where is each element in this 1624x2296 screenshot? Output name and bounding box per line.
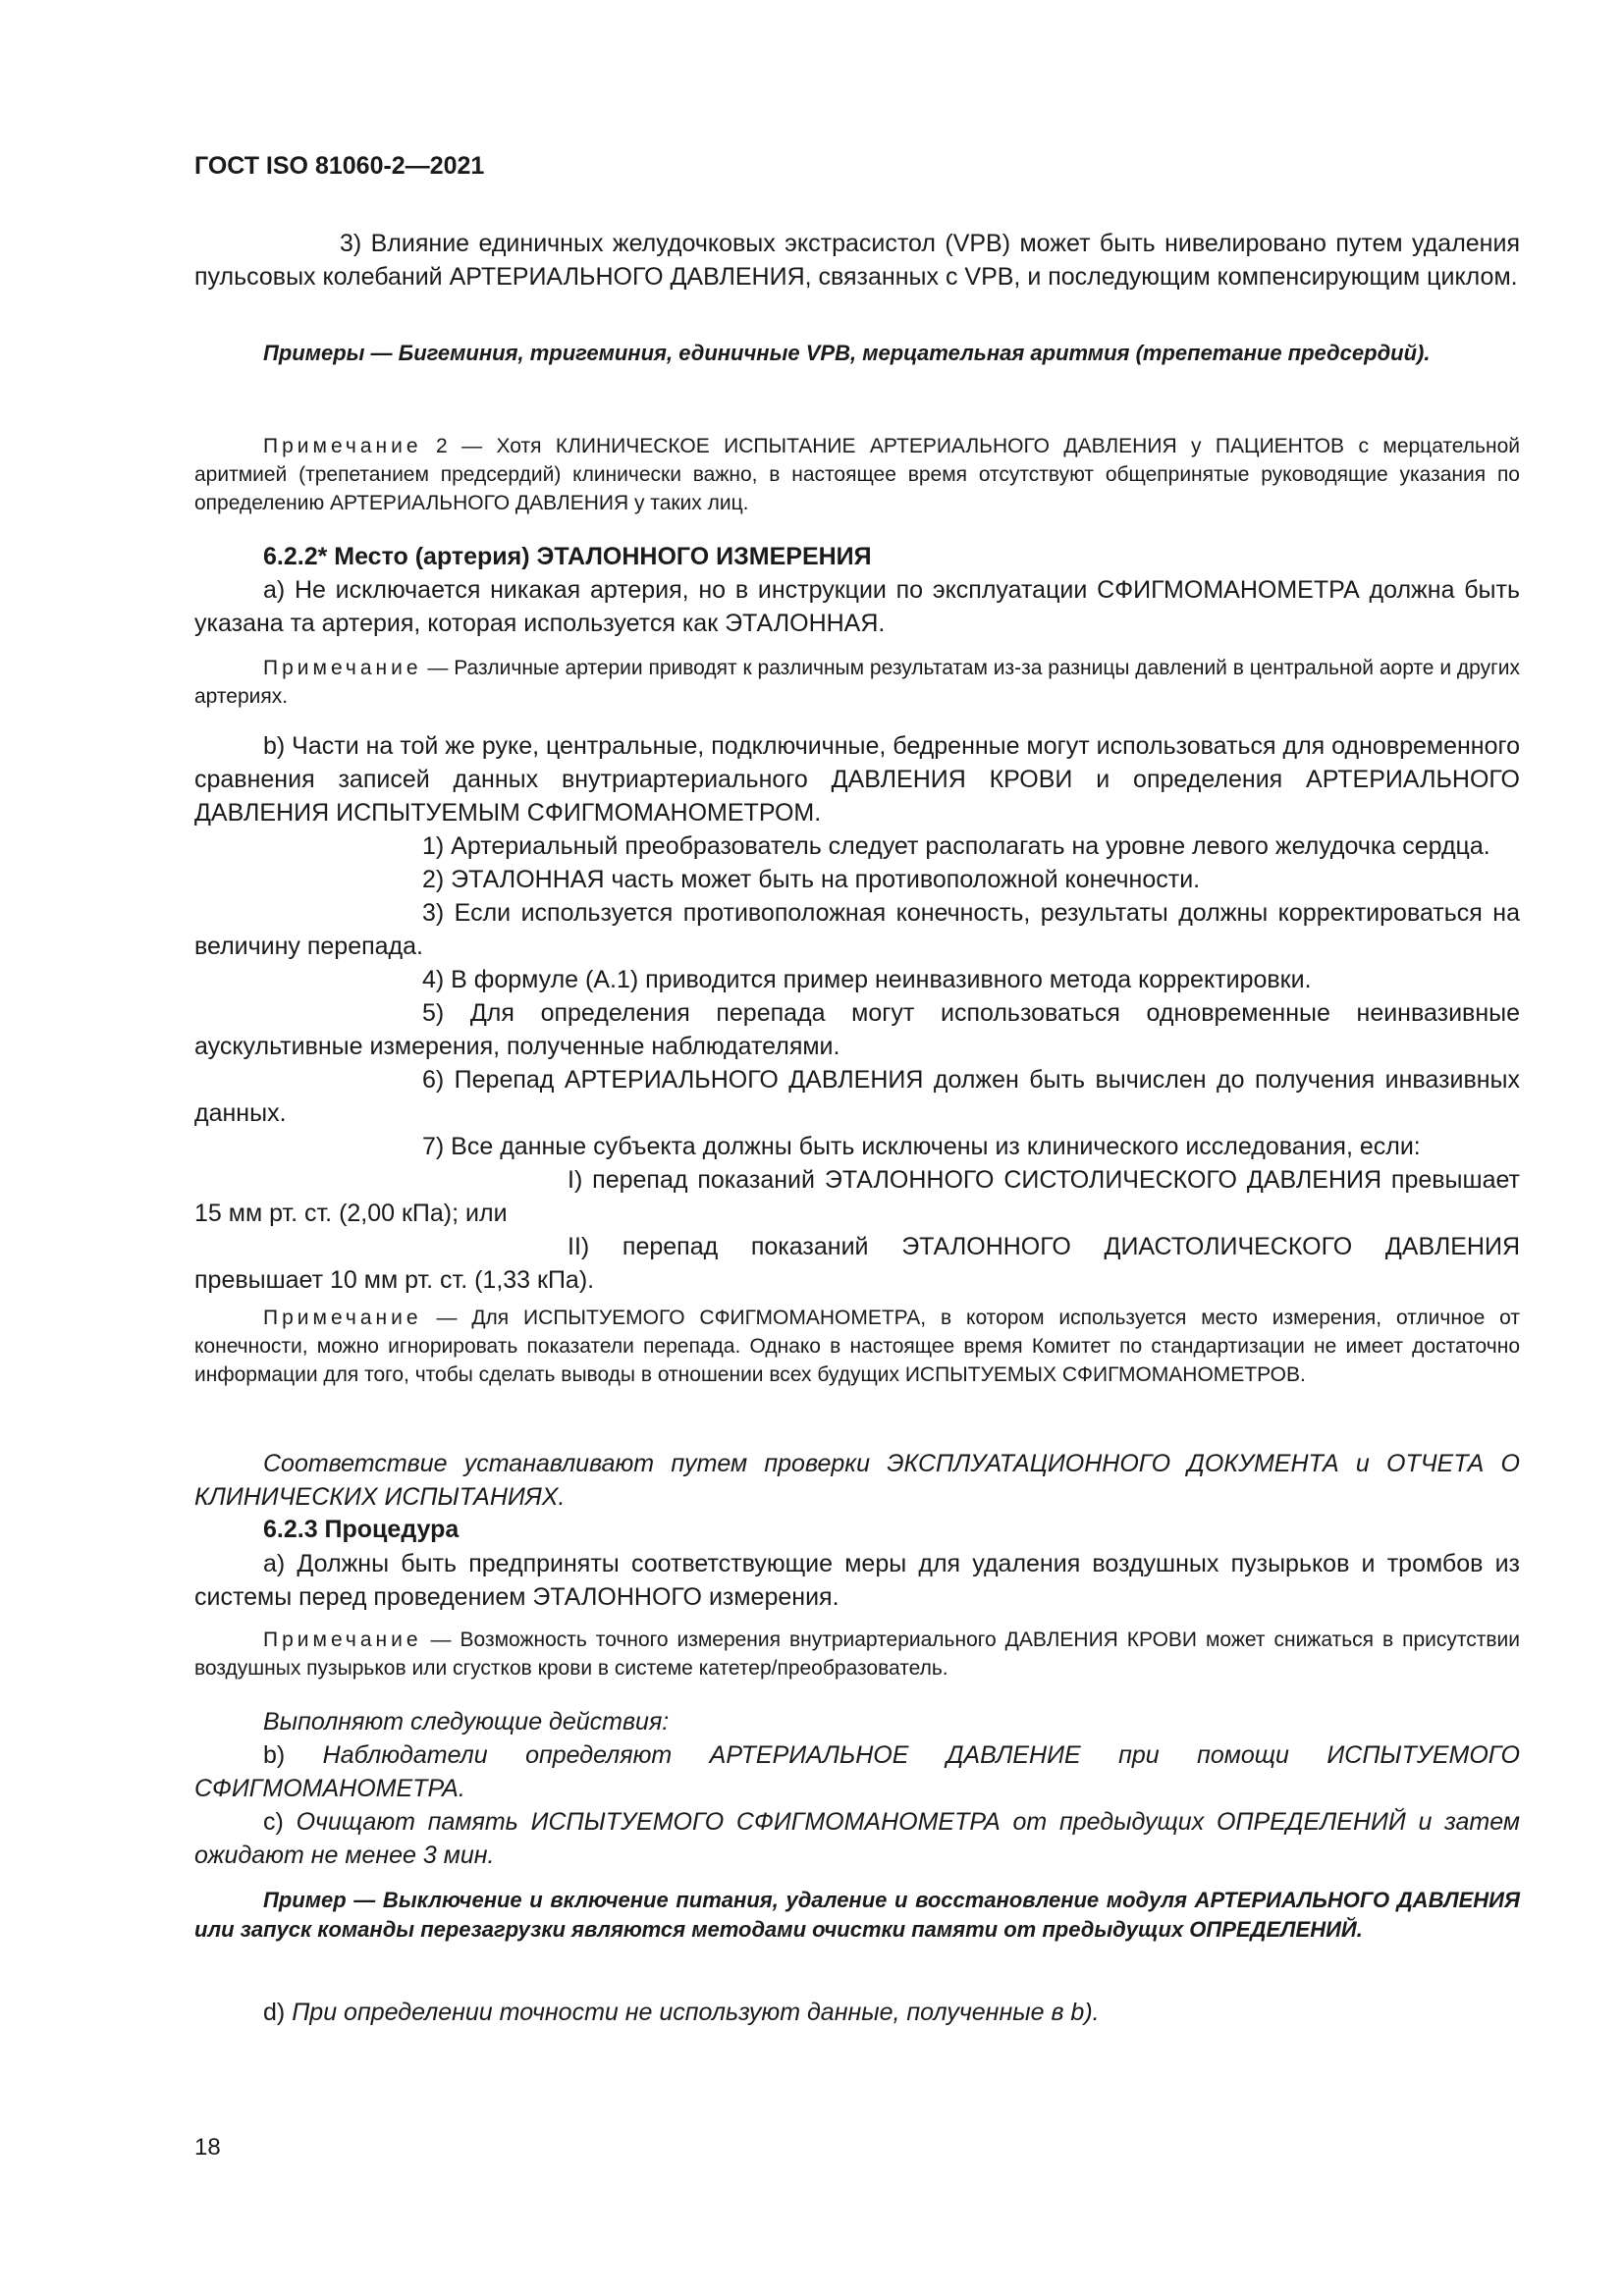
list-item-4: 4) В формуле (А.1) приводится пример неинвазивного метода корректировки.: [422, 966, 1312, 993]
note-text: — Для ИСПЫТУЕМОГО СФИГМОМАНОМЕТРА, в котором используется место измерения, отличное от конечности, можно игнорировать показатели перепада. Однако в настоящее время Комитет по стандартизации не имеет достаточно информации для того, чтобы сделать выводы в отношении всех будущих ИСПЫТУЕМЫХ СФИГМОМАНОМЕТРОВ.: [194, 1307, 1520, 1386]
compliance-statement: Соответствие устанавливают путем проверки ЭКСПЛУАТАЦИОННОГО ДОКУМЕНТА и ОТЧЕТА О КЛИНИЧЕСКИХ ИСПЫТАНИЯХ.: [194, 1450, 1520, 1511]
section-title-622: 6.2.2* Место (артерия) ЭТАЛОННОГО ИЗМЕРЕНИЯ: [263, 543, 872, 570]
note-label: Примечание: [263, 1307, 422, 1329]
list-item-3: 3) Если используется противоположная конечность, результаты должны корректироваться на величину перепада.: [194, 899, 1520, 960]
sub-item-1: I) перепад показаний ЭТАЛОННОГО СИСТОЛИЧЕСКОГО ДАВЛЕНИЯ превышает 15 мм рт. ст. (2,00 кПа); или: [194, 1166, 1520, 1227]
paragraph-a: a) Не исключается никакая артерия, но в инструкции по эксплуатации СФИГМОМАНОМЕТРА должна быть указана та артерия, которая используется как ЭТАЛОННАЯ.: [194, 576, 1520, 637]
note-text: — Возможность точного измерения внутриартериального ДАВЛЕНИЯ КРОВИ может снижаться в присутствии воздушных пузырьков или сгустков крови в системе катетер/преобразователь.: [194, 1629, 1520, 1680]
note-label: Примечание: [263, 657, 422, 679]
list-item-7: 7) Все данные субъекта должны быть исключены из клинического исследования, если:: [422, 1133, 1421, 1160]
action-c-label: c): [263, 1808, 297, 1836]
action-c: [194, 1805, 1520, 1872]
sub-item-2: II) перепад показаний ЭТАЛОННОГО ДИАСТОЛИЧЕСКОГО ДАВЛЕНИЯ превышает 10 мм рт. ст. (1,33 кПа).: [194, 1233, 1520, 1294]
note-text: 2 — Хотя КЛИНИЧЕСКОЕ ИСПЫТАНИЕ АРТЕРИАЛЬНОГО ДАВЛЕНИЯ у ПАЦИЕНТОВ с мерцательной аритмией (трепетанием предсердий) клинически важно, в настоящее время отсутствуют общепринятые руководящие указания по определению АРТЕРИАЛЬНОГО ДАВЛЕНИЯ у таких лиц.: [194, 435, 1520, 514]
paragraph-623a: a) Должны быть предприняты соответствующие меры для удаления воздушных пузырьков и тромбов из системы перед проведением ЭТАЛОННОГО измерения.: [194, 1550, 1520, 1611]
action-d: [194, 1996, 1520, 2029]
note-label: Примечание: [263, 435, 422, 457]
list-item-6: 6) Перепад АРТЕРИАЛЬНОГО ДАВЛЕНИЯ должен быть вычислен до получения инвазивных данных.: [194, 1066, 1520, 1127]
page-number: 18: [194, 2134, 221, 2161]
paragraph-vpb: 3) Влияние единичных желудочковых экстрасистол (VPB) может быть нивелировано путем удаления пульсовых колебаний АРТЕРИАЛЬНОГО ДАВЛЕНИЯ, связанных с VPB, и последующим компенсирующим циклом.: [194, 230, 1520, 291]
examples-block: Примеры — Бигеминия, тригеминия, единичные VPB, мерцательная аритмия (трепетание предсердий).: [263, 341, 1431, 365]
action-d-text: При определении точности не используют данные, полученные в b).: [292, 1999, 1100, 2026]
section-title-623: 6.2.3 Процедура: [263, 1516, 460, 1543]
list-item-1: 1) Артериальный преобразователь следует располагать на уровне левого желудочка сердца.: [422, 832, 1490, 860]
note-623: [194, 1626, 1520, 1682]
note-a: [194, 654, 1520, 711]
action-d-label: d): [263, 1999, 293, 2026]
document-header: ГОСТ ISO 81060-2—2021: [194, 152, 485, 180]
note-text: — Различные артерии приводят к различным результатам из-за разницы давлений в центральной аорте и других артериях.: [194, 657, 1520, 708]
example-block: Пример — Выключение и включение питания, удаление и восстановление модуля АРТЕРИАЛЬНОГО ДАВЛЕНИЯ или запуск команды перезагрузки являются методами очистки памяти от предыдущих ОПРЕДЕЛЕНИЙ.: [194, 1888, 1520, 1942]
action-c-text: Очищают память ИСПЫТУЕМОГО СФИГМОМАНОМЕТРА от предыдущих ОПРЕДЕЛЕНИЙ и затем ожидают не менее 3 мин.: [194, 1808, 1520, 1869]
action-b-label: b): [263, 1741, 323, 1769]
list-item-2: 2) ЭТАЛОННАЯ часть может быть на противоположной конечности.: [422, 866, 1201, 893]
list-item-5: 5) Для определения перепада могут использоваться одновременные неинвазивные аускультивные измерения, полученные наблюдателями.: [194, 999, 1520, 1060]
action-b-text: Наблюдатели определяют АРТЕРИАЛЬНОЕ ДАВЛЕНИЕ при помощи ИСПЫТУЕМОГО СФИГМОМАНОМЕТРА.: [194, 1741, 1520, 1802]
note-b: [194, 1304, 1520, 1389]
note-2: [194, 432, 1520, 517]
note-label: Примечание: [263, 1629, 422, 1651]
actions-intro: Выполняют следующие действия:: [263, 1708, 670, 1735]
paragraph-b: b) Части на той же руке, центральные, подключичные, бедренные могут использоваться для одновременного сравнения записей данных внутриартериального ДАВЛЕНИЯ КРОВИ и определения АРТЕРИАЛЬНОГО ДАВЛЕНИЯ ИСПЫТУЕМЫМ СФИГМОМАНОМЕТРОМ.: [194, 732, 1520, 827]
action-b: [194, 1738, 1520, 1805]
